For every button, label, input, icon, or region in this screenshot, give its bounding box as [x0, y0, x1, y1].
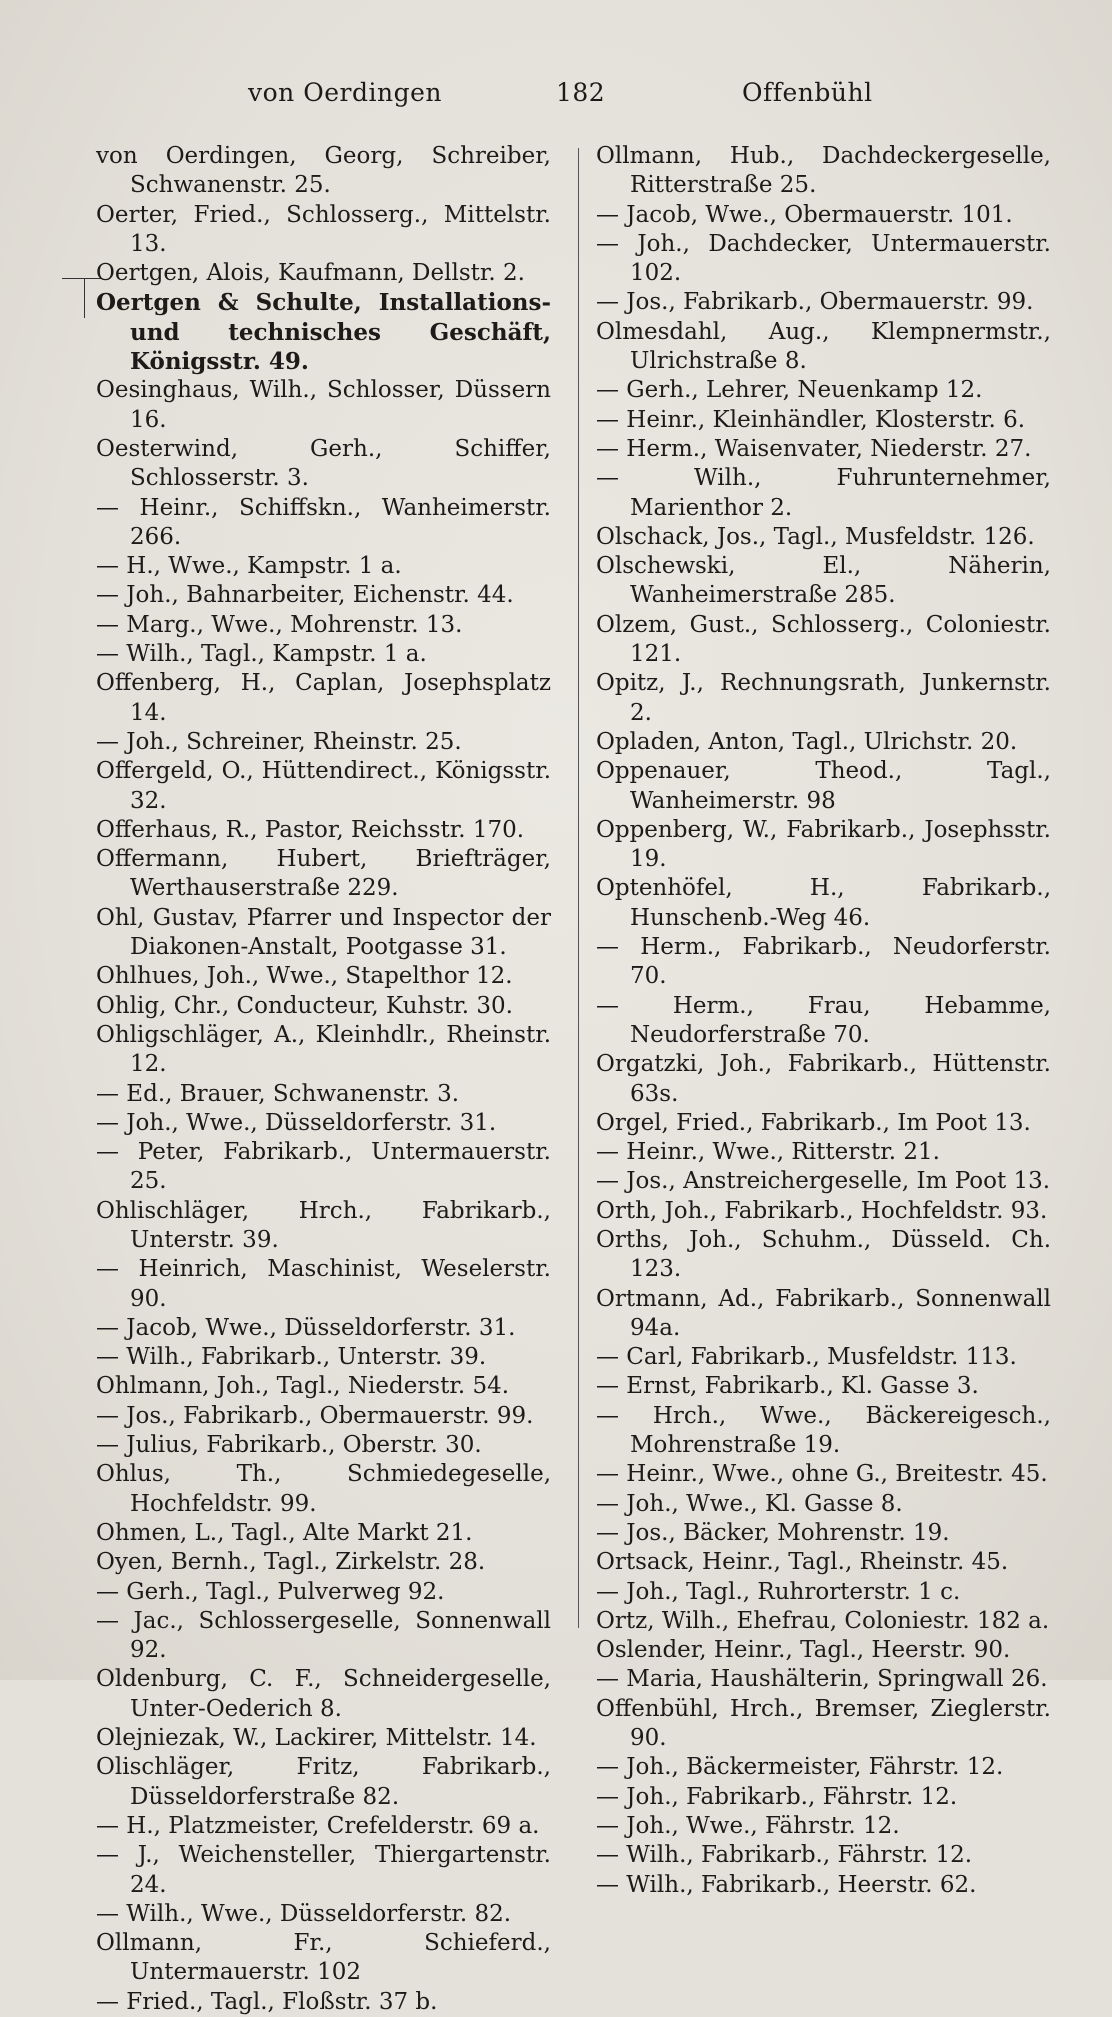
- directory-entry: — Jos., Bäcker, Mohrenstr. 19.: [596, 1519, 950, 1546]
- directory-entry: Ohl, Gustav, Pfarrer und Inspector der Diakonen-Anstalt, Pootgasse 31.: [96, 904, 551, 961]
- directory-entry: Opitz, J., Rechnungsrath, Junkernstr. 2.: [596, 670, 1051, 726]
- directory-entry: Orth, Joh., Fabrikarb., Hochfeldstr. 93.: [596, 1197, 1048, 1224]
- directory-entry: Ohmen, L., Tagl., Alte Markt 21.: [96, 1519, 473, 1546]
- directory-entry: — Heinr., Wwe., ohne G., Breitestr. 45.: [596, 1461, 1048, 1488]
- directory-entry: Orths, Joh., Schuhm., Düsseld. Ch. 123.: [596, 1226, 1051, 1283]
- left-column: [96, 142, 551, 2017]
- directory-entry: — Jacob, Wwe., Obermauerstr. 101.: [596, 201, 1013, 228]
- running-header-right: Offenbühl: [742, 78, 873, 107]
- directory-entry: — Fried., Tagl., Floßstr. 37 b.: [96, 1988, 438, 2015]
- directory-entry: Oerter, Fried., Schlosserg., Mittelstr. 13.: [96, 201, 551, 257]
- directory-entry: — Wilh., Fabrikarb., Heerstr. 62.: [596, 1871, 977, 1898]
- directory-entry: — J., Weichensteller, Thiergartenstr. 24.: [96, 1842, 551, 1898]
- directory-entry: Orgatzki, Joh., Fabrikarb., Hüttenstr. 63s.: [596, 1051, 1051, 1107]
- directory-entry: — Joh., Wwe., Düsseldorferstr. 31.: [96, 1109, 497, 1136]
- directory-entry: — Wilh., Fabrikarb., Unterstr. 39.: [96, 1344, 487, 1371]
- directory-entry: — Wilh., Wwe., Düsseldorferstr. 82.: [96, 1900, 512, 1927]
- directory-entry: Oertgen & Schulte, Installations- und technisches Geschäft, Königsstr. 49.: [96, 289, 551, 376]
- directory-entry: Ollmann, Hub., Dachdeckergeselle, Ritterstraße 25.: [596, 143, 1051, 199]
- directory-entry: — Maria, Haushälterin, Springwall 26.: [596, 1666, 1048, 1693]
- directory-entry: — Gerh., Tagl., Pulverweg 92.: [96, 1578, 445, 1605]
- directory-entry: Olischläger, Fritz, Fabrikarb., Düsseldorferstraße 82.: [96, 1754, 551, 1810]
- directory-entry: — H., Platzmeister, Crefelderstr. 69 a.: [96, 1812, 540, 1839]
- directory-entry: — Wilh., Fuhrunternehmer, Marienthor 2.: [596, 465, 1051, 521]
- directory-entry: — Jos., Anstreichergeselle, Im Poot 13.: [596, 1168, 1051, 1195]
- directory-entry: — Wilh., Fabrikarb., Fährstr. 12.: [596, 1842, 973, 1869]
- directory-entry: — Joh., Bäckermeister, Fährstr. 12.: [596, 1754, 1004, 1781]
- directory-entry: Oldenburg, C. F., Schneidergeselle, Unter-Oederich 8.: [96, 1666, 551, 1722]
- directory-entry: Optenhöfel, H., Fabrikarb., Hunschenb.-Weg 46.: [596, 875, 1051, 931]
- running-header-left: von Oerdingen: [248, 78, 442, 107]
- directory-entry: — Ernst, Fabrikarb., Kl. Gasse 3.: [596, 1373, 979, 1400]
- right-column: [596, 142, 1051, 1900]
- directory-entry: — Joh., Tagl., Ruhrorterstr. 1 c.: [596, 1578, 961, 1605]
- directory-entry: — Marg., Wwe., Mohrenstr. 13.: [96, 611, 463, 638]
- directory-entry: Offermann, Hubert, Briefträger, Werthauserstraße 229.: [96, 846, 551, 902]
- directory-entry: Olschewski, El., Näherin, Wanheimerstraße 285.: [596, 553, 1051, 609]
- directory-entry: — Jacob, Wwe., Düsseldorferstr. 31.: [96, 1314, 516, 1341]
- directory-entry: Offenbühl, Hrch., Bremser, Zieglerstr. 90.: [596, 1695, 1051, 1752]
- directory-entry: — Peter, Fabrikarb., Untermauerstr. 25.: [96, 1139, 551, 1195]
- directory-entry: — Joh., Bahnarbeiter, Eichenstr. 44.: [96, 582, 514, 609]
- directory-entry: — Joh., Schreiner, Rheinstr. 25.: [96, 728, 462, 755]
- directory-entry: — Heinrich, Maschinist, Weselerstr. 90.: [96, 1256, 551, 1312]
- directory-entry: — Joh., Dachdecker, Untermauerstr. 102.: [596, 230, 1051, 287]
- directory-entry: Ohlus, Th., Schmiedegeselle, Hochfeldstr. 99.: [96, 1461, 551, 1517]
- directory-entry: — Julius, Fabrikarb., Oberstr. 30.: [96, 1432, 482, 1459]
- directory-entry: Ohligschläger, A., Kleinhdlr., Rheinstr. 12.: [96, 1021, 551, 1078]
- directory-entry: von Oerdingen, Georg, Schreiber, Schwanenstr. 25.: [96, 143, 551, 199]
- directory-entry: — Heinr., Kleinhändler, Klosterstr. 6.: [596, 406, 1026, 433]
- column-divider: [578, 148, 579, 1628]
- directory-entry: Oesterwind, Gerh., Schiffer, Schlosserstr. 3.: [96, 435, 551, 492]
- directory-entry: Oppenauer, Theod., Tagl., Wanheimerstr. 98: [596, 758, 1051, 814]
- directory-entry: — Herm., Frau, Hebamme, Neudorferstraße 70.: [596, 992, 1051, 1048]
- directory-entry: — Jos., Fabrikarb., Obermauerstr. 99.: [96, 1402, 534, 1429]
- directory-entry: Ortmann, Ad., Fabrikarb., Sonnenwall 94a.: [596, 1285, 1051, 1341]
- directory-entry: — Carl, Fabrikarb., Musfeldstr. 113.: [596, 1344, 1017, 1371]
- directory-entry: Ohlig, Chr., Conducteur, Kuhstr. 30.: [96, 992, 513, 1019]
- directory-entry: Offenberg, H., Caplan, Josephsplatz 14.: [96, 670, 551, 726]
- directory-entry: Oesinghaus, Wilh., Schlosser, Düssern 16.: [96, 377, 551, 433]
- directory-entry: — Gerh., Lehrer, Neuenkamp 12.: [596, 377, 983, 404]
- directory-entry: Oyen, Bernh., Tagl., Zirkelstr. 28.: [96, 1549, 486, 1576]
- page-number: 182: [556, 78, 606, 107]
- directory-entry: — H., Wwe., Kampstr. 1 a.: [96, 553, 402, 580]
- directory-entry: Olzem, Gust., Schlosserg., Coloniestr. 121.: [596, 611, 1051, 668]
- directory-entry: Ortz, Wilh., Ehefrau, Coloniestr. 182 a.: [596, 1607, 1050, 1634]
- directory-entry: — Heinr., Schiffskn., Wanheimerstr. 266.: [96, 494, 551, 550]
- directory-entry: — Ed., Brauer, Schwanenstr. 3.: [96, 1080, 460, 1107]
- directory-entry: — Herm., Waisenvater, Niederstr. 27.: [596, 435, 1032, 462]
- directory-entry: — Jac., Schlossergeselle, Sonnenwall 92.: [96, 1607, 551, 1664]
- directory-entry: Ortsack, Heinr., Tagl., Rheinstr. 45.: [596, 1549, 1009, 1576]
- directory-entry: Oppenberg, W., Fabrikarb., Josephsstr. 19.: [596, 816, 1051, 873]
- directory-entry: Opladen, Anton, Tagl., Ulrichstr. 20.: [596, 728, 1018, 755]
- directory-entry: Ollmann, Fr., Schieferd., Untermauerstr. 102: [96, 1930, 551, 1986]
- directory-entry: — Herm., Fabrikarb., Neudorferstr. 70.: [596, 934, 1051, 990]
- directory-entry: — Joh., Fabrikarb., Fährstr. 12.: [596, 1783, 958, 1810]
- directory-entry: — Hrch., Wwe., Bäckereigesch., Mohrenstraße 19.: [596, 1402, 1051, 1459]
- directory-entry: Oertgen, Alois, Kaufmann, Dellstr. 2.: [96, 260, 525, 287]
- directory-entry: — Joh., Wwe., Fährstr. 12.: [596, 1812, 900, 1839]
- directory-entry: Olmesdahl, Aug., Klempnermstr., Ulrichstraße 8.: [596, 318, 1051, 375]
- directory-entry: — Joh., Wwe., Kl. Gasse 8.: [596, 1490, 903, 1517]
- directory-entry: Ohlmann, Joh., Tagl., Niederstr. 54.: [96, 1373, 510, 1400]
- margin-pencil-mark-vertical: [84, 278, 85, 318]
- directory-entry: Olejniezak, W., Lackirer, Mittelstr. 14.: [96, 1725, 537, 1752]
- directory-entry: — Jos., Fabrikarb., Obermauerstr. 99.: [596, 289, 1034, 316]
- directory-entry: — Heinr., Wwe., Ritterstr. 21.: [596, 1139, 940, 1166]
- directory-entry: Offergeld, O., Hüttendirect., Königsstr. 32.: [96, 758, 551, 814]
- directory-entry: Oslender, Heinr., Tagl., Heerstr. 90.: [596, 1637, 1011, 1664]
- directory-entry: Ohlhues, Joh., Wwe., Stapelthor 12.: [96, 963, 513, 990]
- directory-entry: Ohlischläger, Hrch., Fabrikarb., Unterstr. 39.: [96, 1197, 551, 1253]
- directory-entry: — Wilh., Tagl., Kampstr. 1 a.: [96, 641, 427, 668]
- directory-entry: Offerhaus, R., Pastor, Reichsstr. 170.: [96, 816, 525, 843]
- directory-entry: Orgel, Fried., Fabrikarb., Im Poot 13.: [596, 1109, 1031, 1136]
- directory-entry: Olschack, Jos., Tagl., Musfeldstr. 126.: [596, 523, 1035, 550]
